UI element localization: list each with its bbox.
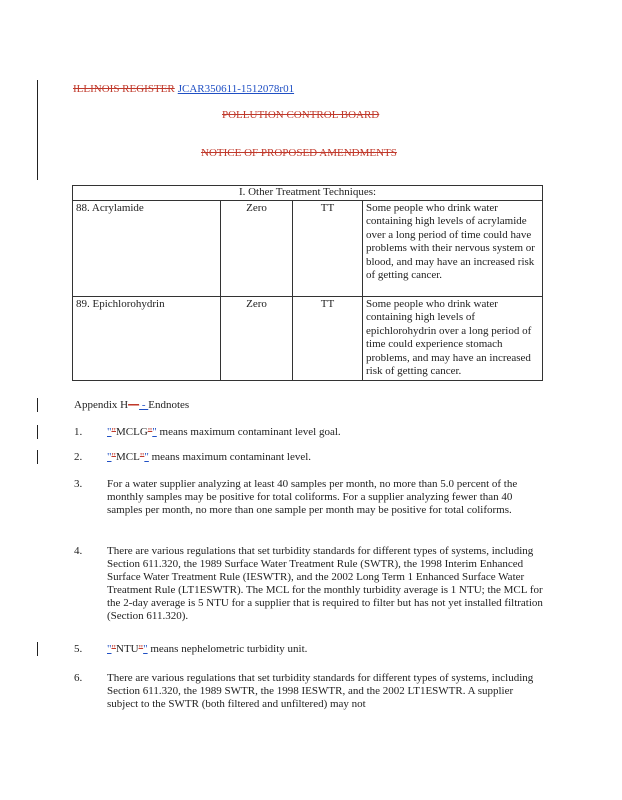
notice-title: NOTICE OF PROPOSED AMENDMENTS: [201, 147, 397, 159]
contaminant-cell: 88. Acrylamide: [73, 200, 221, 296]
inserted-dash: -: [139, 399, 149, 411]
endnote-text: There are various regulations that set turbidity standards for different types of systems, including Section 611.320, the 1989 Surface Water Treatment Rule (SWTR), the 1998 Interim Enhanced Surface Water Treatment Rule (IESWTR), and the 2002 Long Term 1 Enhanced Surface Water Treatment Rule (LT1ESWTR). The MCL for the monthly turbidity average is 1 NTU; the MCL for the 2-day average is 5 NTU for a supplier that is required to filter but has not yet installed filtration (Section 611.320).: [107, 545, 543, 622]
endnote-number: 5.: [74, 643, 83, 655]
table-caption: I. Other Treatment Techniques:: [73, 186, 543, 201]
register-deleted: ILLINOIS REGISTER: [73, 83, 175, 95]
mclg-cell: Zero: [221, 200, 293, 296]
endnote-text: ""NTU"" means nephelometric turbidity unit.: [107, 643, 308, 655]
register-header: [73, 83, 294, 95]
change-bar: [37, 642, 38, 656]
endnote-text: ""MCL"" means maximum contaminant level.: [107, 451, 312, 463]
mcl-cell: TT: [293, 200, 363, 296]
change-bar: [37, 450, 38, 464]
change-bar: [37, 80, 38, 180]
deleted-dash: —: [128, 399, 140, 411]
endnote-number: 3.: [74, 478, 83, 490]
endnote-number: 6.: [74, 672, 83, 684]
contaminant-cell: 89. Epichlorohydrin: [73, 296, 221, 380]
table-row: [73, 200, 543, 296]
change-bar: [37, 425, 38, 439]
endnote-text: ""MCLG"" means maximum contaminant level goal.: [107, 426, 341, 438]
endnote-text: For a water supplier analyzing at least 40 samples per month, no more than 5.0 percent of the monthly samples may be positive for total coliforms. For a supplier analyzing fewer than 40 samples per month, no more than one sample per month may be positive for total coliforms.: [107, 478, 518, 516]
register-inserted: JCAR350611-1512078r01: [177, 83, 295, 95]
treatment-table: [72, 185, 543, 381]
appendix-title: Appendix H— - Endnotes: [74, 399, 190, 411]
endnote-number: 1.: [74, 426, 83, 438]
endnote-number: 2.: [74, 451, 83, 463]
endnote-number: 4.: [74, 545, 83, 557]
table-row: [73, 296, 543, 380]
board-title: POLLUTION CONTROL BOARD: [222, 109, 380, 121]
endnote-text: There are various regulations that set turbidity standards for different types of systems, including Section 611.320, the 1989 SWTR, the 1998 IESWTR, and the 2002 LT1ESWTR. A supplier subject to the SWTR (both filtered and unfiltered) may not: [107, 672, 534, 710]
change-bar: [37, 398, 38, 412]
mcl-cell: TT: [293, 296, 363, 380]
effects-cell: Some people who drink water containing high levels of acrylamide over a long period of time could have problems with their nervous system or blood, and may have an increased risk of getting cancer.: [363, 200, 543, 296]
effects-cell: Some people who drink water containing high levels of epichlorohydrin over a long period of time could experience stomach problems, and may have an increased risk of getting cancer.: [363, 296, 543, 380]
mclg-cell: Zero: [221, 296, 293, 380]
